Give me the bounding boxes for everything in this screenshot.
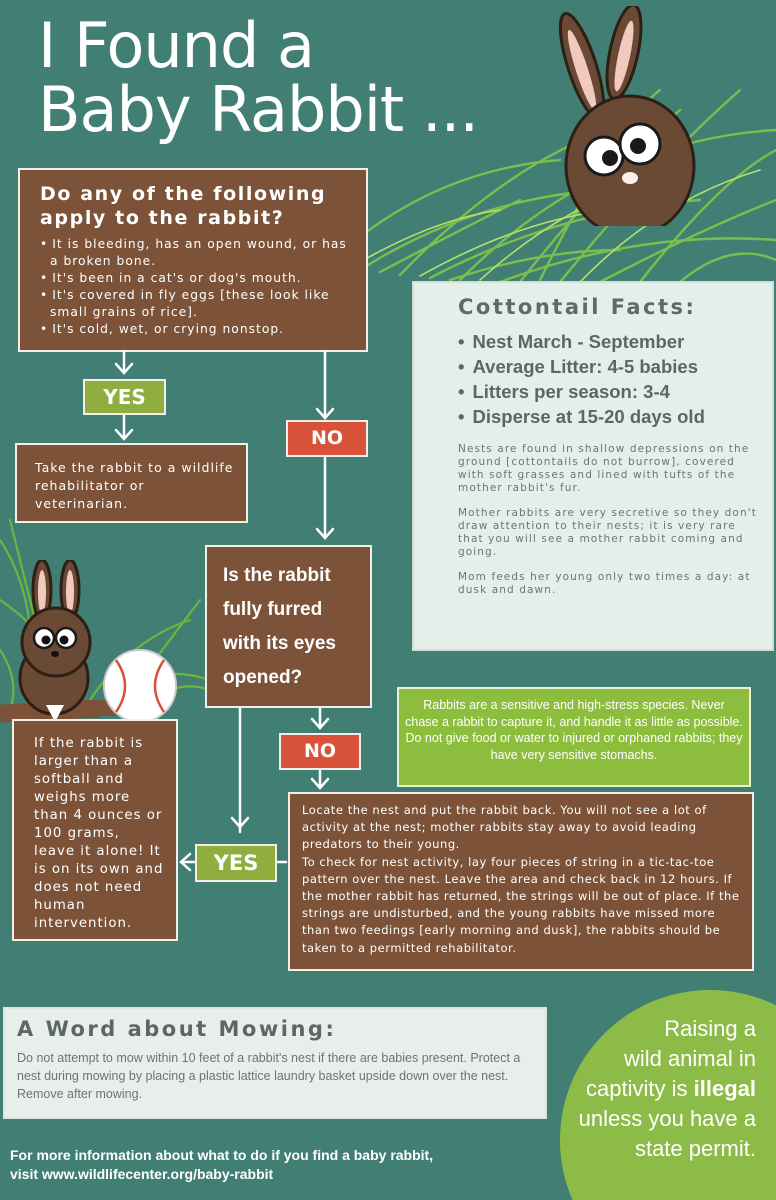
question-1-heading: Do any of the following apply to the rabbit? [40,183,327,229]
locate-nest-box [288,792,754,971]
title-line-2: Baby Rabbit ... [38,73,479,146]
yes-label-1: YES [83,379,166,415]
cottontail-facts-panel [412,281,774,651]
question-2-box [205,545,372,708]
permit-line-3-text: captivity is [586,1076,694,1101]
question-1-item: • It's covered in fly eggs [these look like small grains of rice]. [40,287,358,321]
locate-paragraph-2: To check for nest activity, lay four pieces of string in a tic-tac-toe pattern over the nest. Leave the area and check back in 12 hours. If the mother rabbit has returned, the strings will be out of place. If the strings are undisturbed, and the young rabbits have missed more than two feedings [early morning and dusk], the rabbits should be taken to a permitted rehabilitator. [302,854,740,955]
facts-paragraph: Nests are found in shallow depressions on the ground [cottontails do not burrow], covered with soft grasses and lined with tufts of the mother rabbit's fur. [458,443,750,494]
mowing-heading: A Word about Mowing: [17,1017,337,1041]
permit-notice [560,1014,756,1164]
facts-heading: Cottontail Facts: [458,295,697,319]
permit-line-5: state permit. [634,1136,756,1161]
fact-item: • Average Litter: 4-5 babies [458,354,758,379]
question-1-box [18,168,368,352]
yes-label-2: YES [195,844,277,882]
permit-line-2: wild animal in [623,1046,756,1071]
rabbit-softball-illustration [0,560,205,725]
no-label-1: NO [286,420,368,457]
footer-info [10,1146,433,1184]
warning-line-1: Rabbits are a sensitive and high-stress species. Never chase a rabbit to capture it, and handle it as little as possible. [405,698,743,729]
page-title [38,9,479,146]
footer-line-1: For more information about what to do if you find a baby rabbit, [10,1147,434,1163]
fact-item: • Disperse at 15-20 days old [458,404,758,429]
question-1-list [40,236,358,338]
leave-alone-box: If the rabbit is larger than a softball and weighs more than 4 ounces or 100 grams, leave it alone! It is on its own and does not need human intervention. [12,719,178,941]
no-label-2: NO [279,733,361,770]
footer-link[interactable]: visit www.wildlifecenter.org/baby-rabbit [10,1166,274,1182]
permit-line-1: Raising a [664,1016,756,1041]
question-1-item: • It's cold, wet, or crying nonstop. [40,321,358,338]
facts-paragraph: Mother rabbits are very secretive so they don't draw attention to their nests; it is very rare that you will see a mother rabbit coming and going. [458,507,757,558]
question-1-item: • It is bleeding, has an open wound, or has a broken bone. [40,236,358,270]
permit-line-4: unless you have a [578,1106,756,1131]
facts-paragraph: Mom feeds her young only two times a day: at dusk and dawn. [458,571,751,596]
facts-list [458,329,758,429]
title-line-1: I Found a [38,9,315,82]
illegal-emphasis: illegal [693,1076,756,1101]
locate-paragraph-1: Locate the nest and put the rabbit back. You will not see a lot of activity at the nest; mother rabbits stay away to avoid leading predators to their young. [302,803,707,852]
mowing-panel [3,1007,547,1119]
permit-line-3 [560,1074,756,1104]
warning-line-2: Do not give food or water to injured or orphaned rabbits; they have very sensitive stomachs. [405,731,743,762]
stress-warning-box [397,687,751,787]
fact-item: • Litters per season: 3-4 [458,379,758,404]
fact-item: • Nest March - September [458,329,758,354]
rabbit-illustration-top [540,6,710,226]
rehab-box: Take the rabbit to a wildlife rehabilitator or veterinarian. [15,443,248,523]
mowing-text: Do not attempt to mow within 10 feet of a rabbit's nest if there are babies present. Protect a nest during mowing by placing a plastic lattice laundry basket upside down over the nest. Remove after mowing. [17,1051,521,1101]
question-2-text: Is the rabbit fully furred with its eyes opened? [223,565,336,688]
question-1-item: • It's been in a cat's or dog's mouth. [40,270,358,287]
